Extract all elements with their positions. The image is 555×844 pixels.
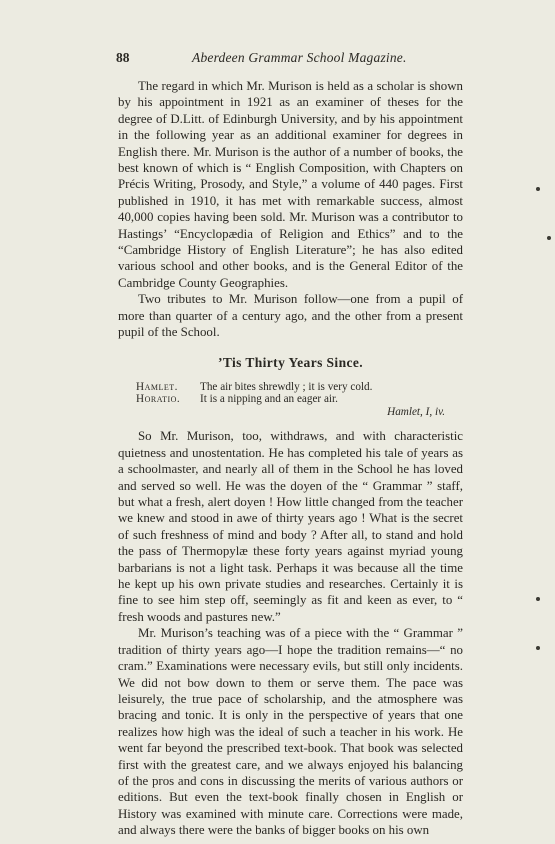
paragraph: The regard in which Mr. Murison is held as a scholar is shown by his appointment in 1921 as an examiner of theses for the degree of D.Litt. of Edinburgh University, and by his appointment in the following year as an additional examiner for degrees in English there. Mr. Murison is the author of a number of books, the best known of which is “ English Composition, with Chapters on Précis Writing, Prosody, and Style,” a volume of 440 pages. First published in 1910, it has met with remarkable success, almost 40,000 copies having been sold. Mr. Murison was a contributor to Hastings’ “Encyclopædia of Religion and Ethics” and to the “Cambridge History of English Literature”; he has also edited various school and other books, and is the General Editor of the Cambridge County Geographies. — [118, 79, 463, 290]
epigraph-speaker: Hamlet. — [136, 380, 178, 393]
page-header — [116, 50, 451, 66]
epigraph-citation: Hamlet, I, iv. — [387, 405, 445, 418]
margin-mark — [536, 597, 540, 601]
margin-mark — [547, 236, 551, 240]
epigraph-text: The air bites shrewdly ; it is very cold. — [200, 380, 373, 393]
paragraph: Two tributes to Mr. Murison follow—one from a pupil of more than quarter of a century ago, and the other from a present pupil of the School. — [118, 292, 463, 340]
epigraph-line — [136, 381, 463, 394]
epigraph-line — [136, 393, 463, 406]
paragraph: Mr. Murison’s teaching was of a piece with the “ Grammar ” tradition of thirty years ago—I hope the tradition remains—“ no cram.” Examinations were necessary evils, but still only incidents. We did not bow down to them or serve them. The pace was leisurely, the true pace of scholarship, and the atmosphere was bracing and tonic. It is only in the perspective of years that one realizes how high was the ideal of such a teacher in his work. He went far beyond the prescribed text-book. That book was selected first with the greatest care, and we always enjoyed his balancing of the pros and cons in discussing the merits of various authors or editions. But even the text-book finally chosen in English or History was examined with minute care. Corrections were made, and always there were the banks of bigger books on his own — [118, 626, 463, 838]
epigraph — [136, 381, 463, 419]
running-title: Aberdeen Grammar School Magazine. — [192, 50, 407, 65]
section-title: ’Tis Thirty Years Since. — [217, 354, 364, 370]
article-body — [118, 78, 463, 839]
margin-mark — [536, 187, 540, 191]
epigraph-speaker: Horatio. — [136, 393, 181, 406]
margin-mark — [536, 646, 540, 650]
page-number: 88 — [116, 50, 130, 65]
paragraph: So Mr. Murison, too, withdraws, and with characteristic quietness and unostentation. He has completed his tale of years as a schoolmaster, and nearly all of them in the School he has loved and served so well. He was the doyen of the “ Grammar ” staff, but what a fresh, alert doyen ! How little changed from the teacher we knew and stood in awe of thirty years ago ! What is the secret of such freshness of mind and body ? After all, to stand and hold the pass of Thermopylæ these forty years against myriad young barbarians is not a light task. Perhaps it was because all the time he kept up his own private studies and researches. Certainly it is fine to see him step off, seemingly as fit and keen as ever, to “ fresh woods and pastures new.” — [118, 429, 463, 624]
epigraph-text: It is a nipping and an eager air. — [200, 393, 338, 406]
